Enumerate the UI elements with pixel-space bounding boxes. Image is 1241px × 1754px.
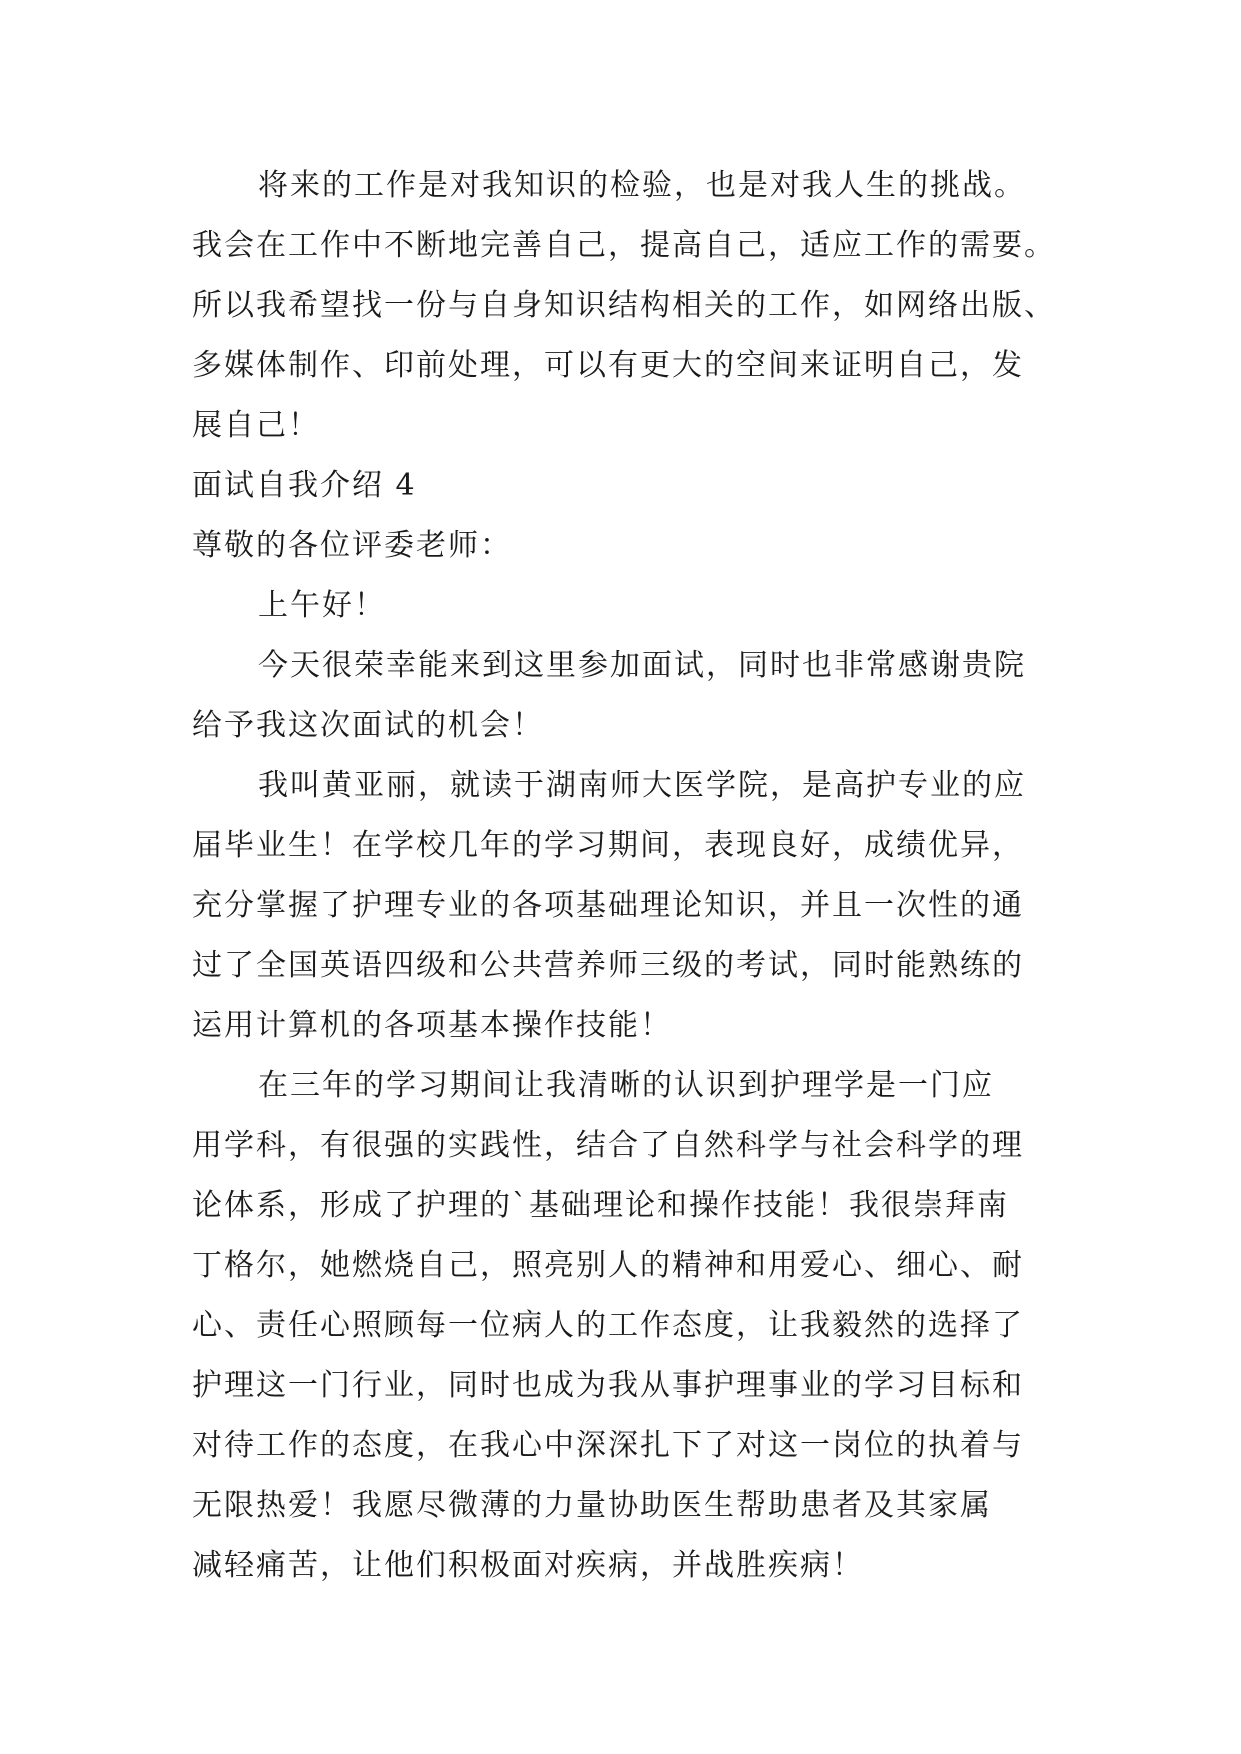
paragraph-line: 届毕业生！在学校几年的学习期间，表现良好，成绩优异，	[192, 828, 1024, 863]
paragraph-line: 运用计算机的各项基本操作技能！	[192, 1008, 672, 1043]
paragraph-line: 将来的工作是对我知识的检验，也是对我人生的挑战。	[258, 168, 1026, 203]
greeting: 上午好！	[258, 588, 386, 623]
paragraph-line: 对待工作的态度，在我心中深深扎下了对这一岗位的执着与	[192, 1428, 1024, 1463]
paragraph-line: 减轻痛苦，让他们积极面对疾病，并战胜疾病！	[192, 1548, 864, 1583]
paragraph-line: 多媒体制作、印前处理，可以有更大的空间来证明自己，发	[192, 348, 1024, 383]
paragraph-line: 护理这一门行业，同时也成为我从事护理事业的学习目标和	[192, 1368, 1024, 1403]
paragraph-line: 所以我希望找一份与自身知识结构相关的工作，如网络出版、	[192, 288, 1056, 323]
paragraph-line: 无限热爱！我愿尽微薄的力量协助医生帮助患者及其家属	[192, 1488, 992, 1523]
paragraph-line: 用学科，有很强的实践性，结合了自然科学与社会科学的理	[192, 1128, 1024, 1163]
section-heading: 面试自我介绍 4	[192, 468, 417, 503]
paragraph-line: 我叫黄亚丽，就读于湖南师大医学院，是高护专业的应	[258, 768, 1026, 803]
paragraph-line: 在三年的学习期间让我清晰的认识到护理学是一门应	[258, 1068, 994, 1103]
paragraph-line: 今天很荣幸能来到这里参加面试，同时也非常感谢贵院	[258, 648, 1026, 683]
paragraph-line: 充分掌握了护理专业的各项基础理论知识，并且一次性的通	[192, 888, 1024, 923]
paragraph-line: 心、责任心照顾每一位病人的工作态度，让我毅然的选择了	[192, 1308, 1024, 1343]
salutation: 尊敬的各位评委老师：	[192, 528, 512, 563]
paragraph-line: 展自己！	[192, 408, 320, 443]
paragraph-line: 论体系，形成了护理的`基础理论和操作技能！我很崇拜南	[192, 1188, 1009, 1223]
paragraph-line: 给予我这次面试的机会！	[192, 708, 544, 743]
paragraph-line: 丁格尔，她燃烧自己，照亮别人的精神和用爱心、细心、耐	[192, 1248, 1024, 1283]
paragraph-line: 过了全国英语四级和公共营养师三级的考试，同时能熟练的	[192, 948, 1024, 983]
paragraph-line: 我会在工作中不断地完善自己，提高自己，适应工作的需要。	[192, 228, 1056, 263]
